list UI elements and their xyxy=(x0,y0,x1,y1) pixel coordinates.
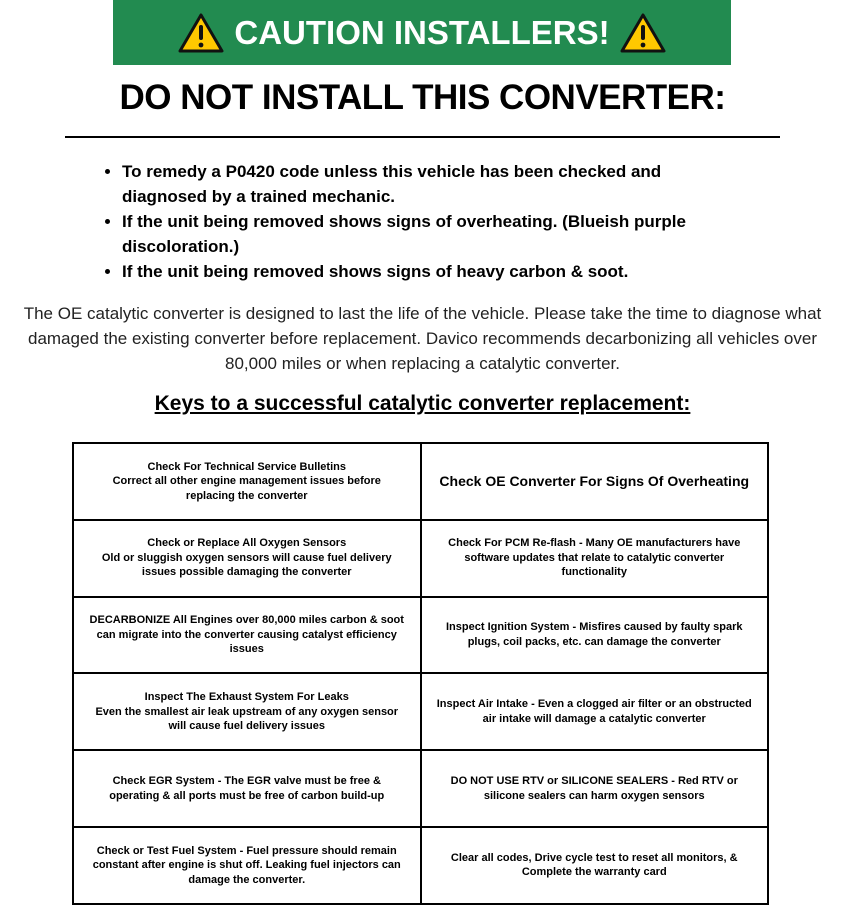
warning-triangle-icon xyxy=(178,12,224,54)
table-row xyxy=(73,750,768,827)
table-cell: Check EGR System - The EGR valve must be free & operating & all ports must be free of carbon build-up xyxy=(73,750,421,827)
warning-list xyxy=(100,159,740,284)
table-cell: Inspect Ignition System - Misfires caused by faulty spark plugs, coil packs, etc. can damage the converter xyxy=(421,597,769,674)
divider xyxy=(65,136,780,138)
list-item: • To remedy a P0420 code unless this vehicle has been checked and diagnosed by a trained mechanic. xyxy=(122,159,740,209)
table-cell: Check For Technical Service Bulletins Correct all other engine management issues before replacing the converter xyxy=(73,443,421,520)
list-item: • If the unit being removed shows signs of heavy carbon & soot. xyxy=(122,259,740,284)
table-cell: Check For PCM Re-flash - Many OE manufacturers have software updates that relate to catalytic converter functionality xyxy=(421,520,769,597)
info-paragraph: The OE catalytic converter is designed to last the life of the vehicle. Please take the time to diagnose what damaged the existing converter before replacement. Davico recommends decarbonizing all vehicles over 80,000 miles or when replacing a catalytic converter. xyxy=(23,304,822,373)
table-cell: DO NOT USE RTV or SILICONE SEALERS - Red RTV or silicone sealers can harm oxygen sensors xyxy=(421,750,769,827)
table-cell: Inspect Air Intake - Even a clogged air filter or an obstructed air intake will damage a catalytic converter xyxy=(421,673,769,750)
table-cell: DECARBONIZE All Engines over 80,000 miles carbon & soot can migrate into the converter causing catalyst efficiency issues xyxy=(73,597,421,674)
banner-title: CAUTION INSTALLERS! xyxy=(234,13,610,51)
table-cell: Check or Replace All Oxygen Sensors Old or sluggish oxygen sensors will cause fuel delivery issues possible damaging the converter xyxy=(73,520,421,597)
list-item: • If the unit being removed shows signs of overheating. (Blueish purple discoloration.) xyxy=(122,209,740,259)
caution-banner xyxy=(113,0,731,65)
table-row xyxy=(73,443,768,520)
table-row xyxy=(73,520,768,597)
table-row xyxy=(73,673,768,750)
keys-heading: Keys to a successful catalytic converter replacement: xyxy=(154,392,691,415)
table-cell: Clear all codes, Drive cycle test to reset all monitors, & Complete the warranty card xyxy=(421,827,769,904)
warning-triangle-icon xyxy=(620,12,666,54)
main-heading: DO NOT INSTALL THIS CONVERTER: xyxy=(119,78,726,117)
table-cell: Check or Test Fuel System - Fuel pressure should remain constant after engine is shut off. Leaking fuel injectors can damage the converter. xyxy=(73,827,421,904)
table-cell: Inspect The Exhaust System For Leaks Even the smallest air leak upstream of any oxygen sensor will cause fuel delivery issues xyxy=(73,673,421,750)
table-row xyxy=(73,827,768,904)
table-cell: Check OE Converter For Signs Of Overheating xyxy=(421,443,769,520)
table-row xyxy=(73,597,768,674)
keys-table xyxy=(72,442,769,905)
